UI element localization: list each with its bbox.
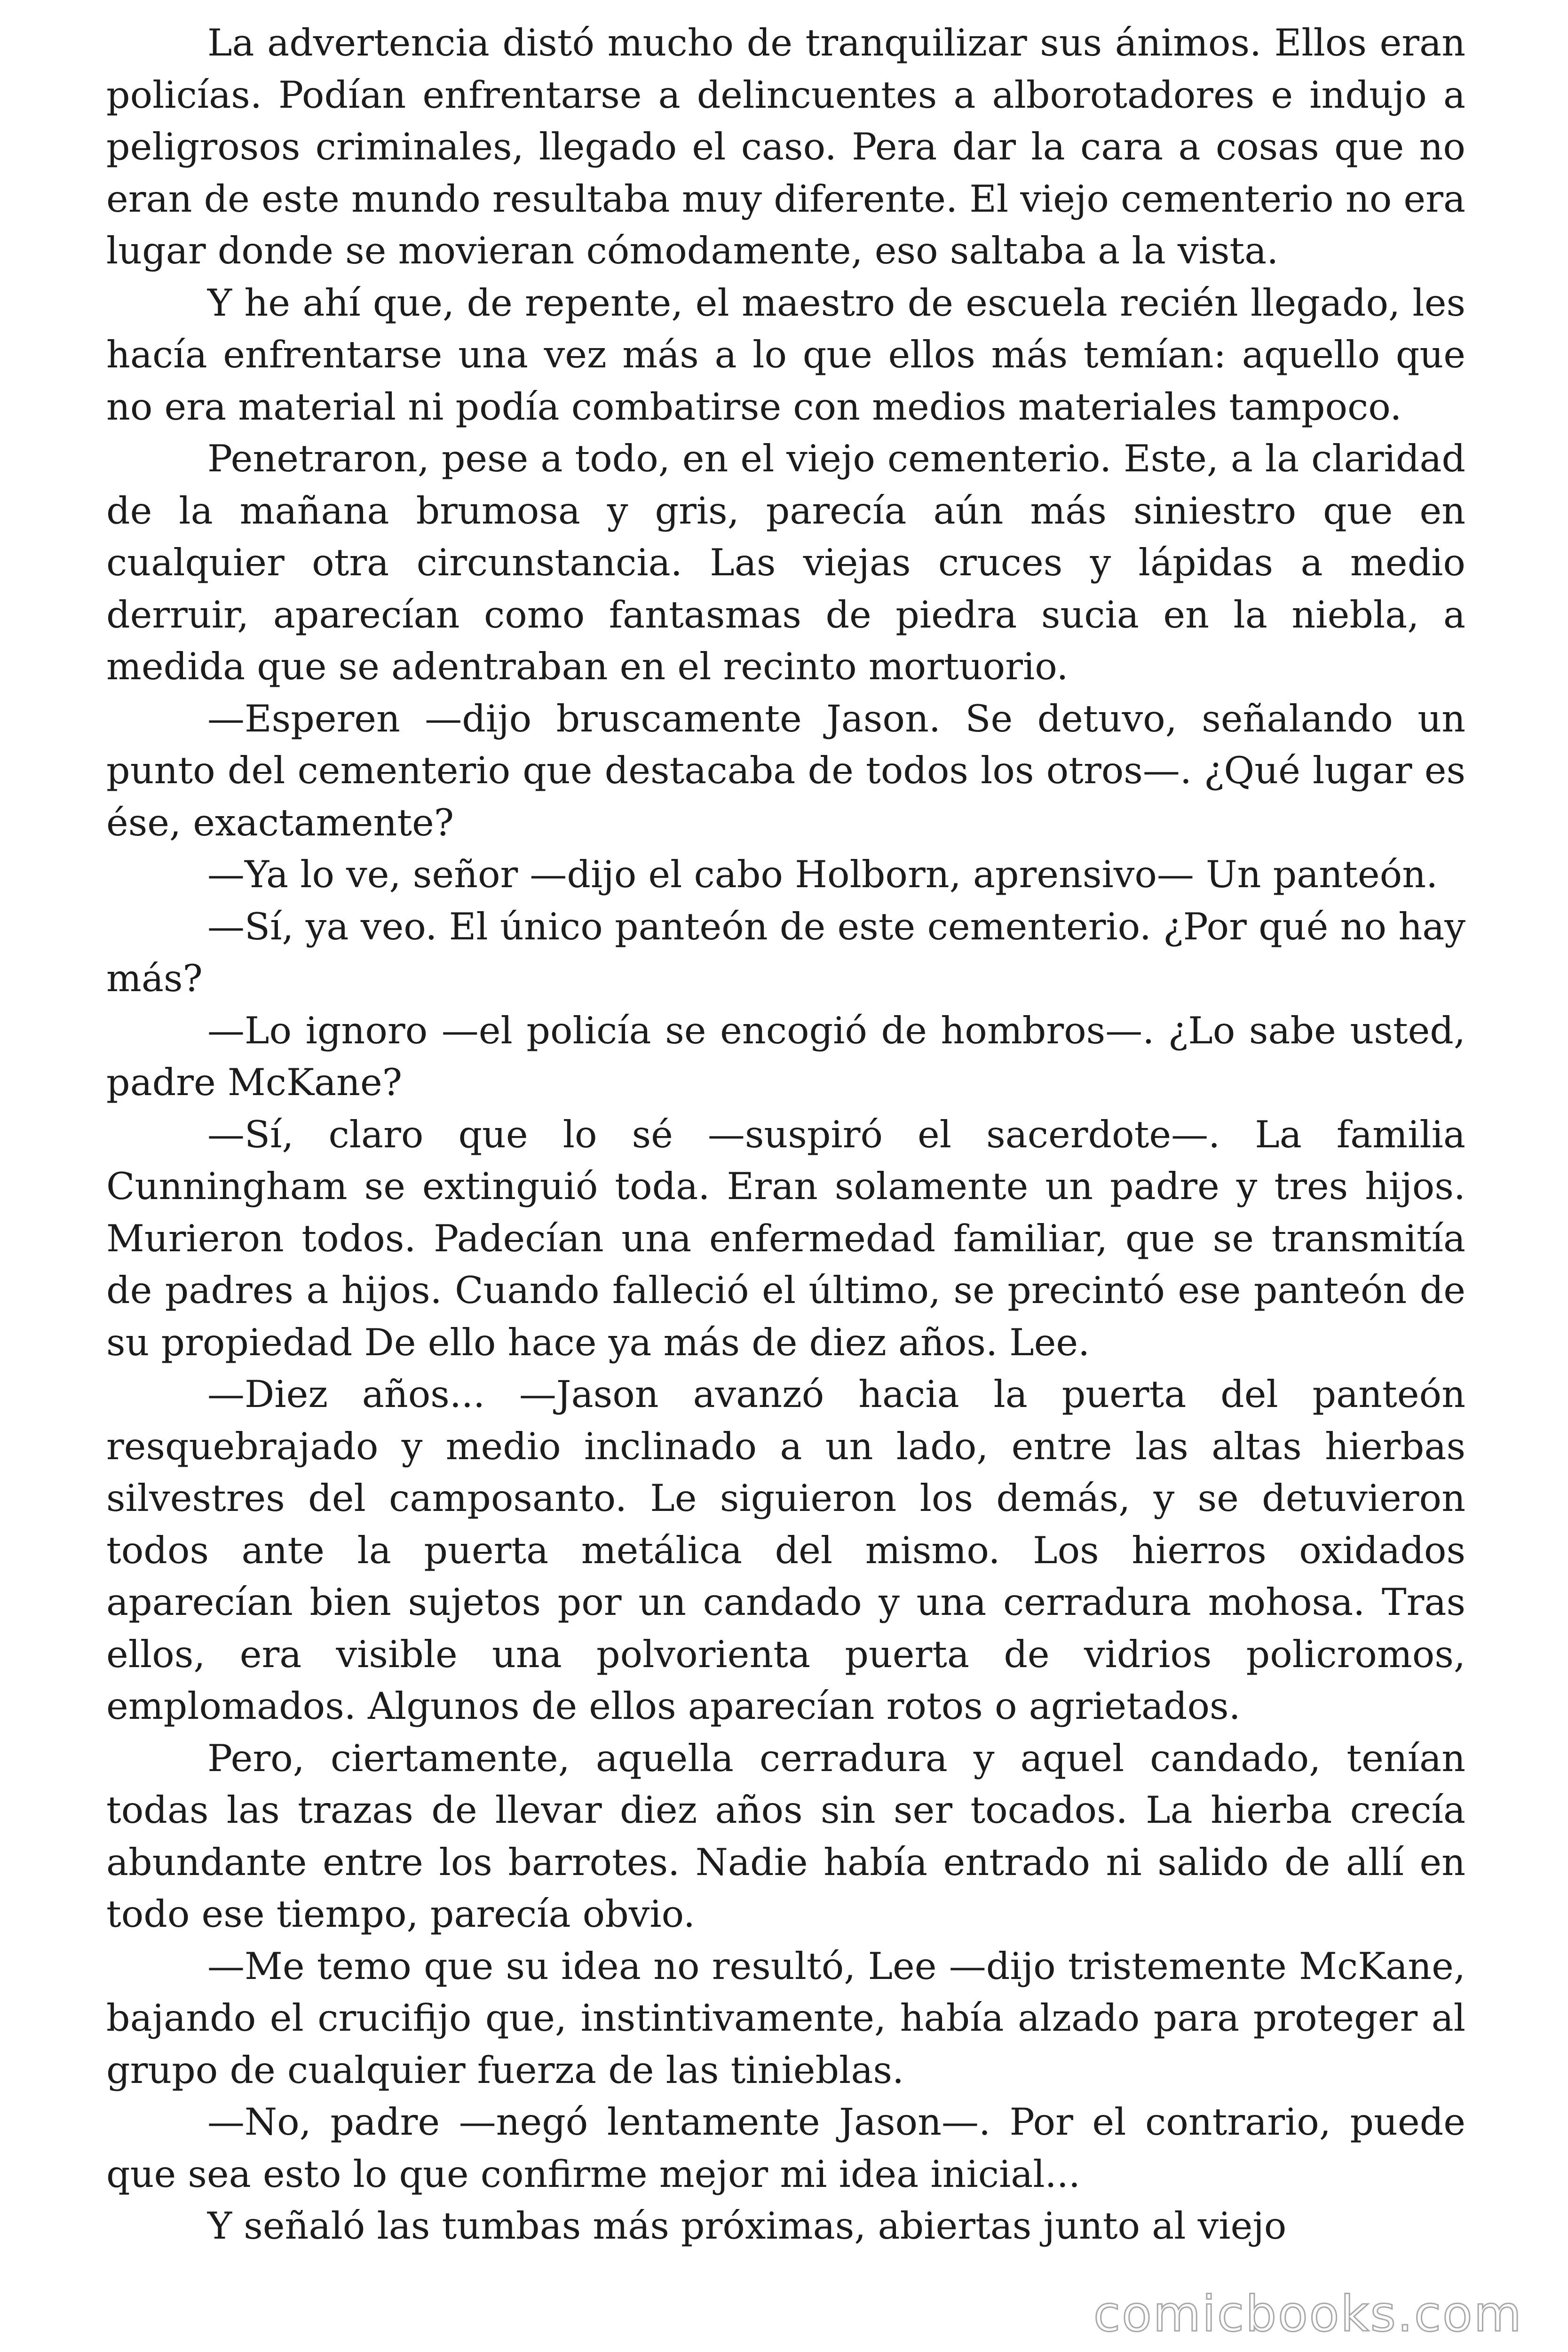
paragraph-4: —Esperen —dijo bruscamente Jason. Se detuvo, señalando un punto del cementerio que destacaba de todos los otros—. ¿Qué lugar es ése, exactamente? — [106, 697, 1465, 844]
paragraph-2: Y he ahí que, de repente, el maestro de escuela recién llegado, les hacía enfrentarse una vez más a lo que ellos más temían: aquello que no era material ni podía combatirse con medios materiales tampoco. — [106, 281, 1465, 429]
paragraph-10: Pero, ciertamente, aquella cerradura y aquel candado, tenían todas las trazas de llevar diez años sin ser tocados. La hierba crecía abundante entre los barrotes. Nadie había entrado ni salido de allí en todo ese tiempo, parecía obvio. — [106, 1736, 1465, 1936]
paragraph-8: —Sí, claro que lo sé —suspiró el sacerdote—. La familia Cunningham se extinguió toda. Eran solamente un padre y tres hijos. Murieron todos. Padecían una enfermedad familiar, que se transmitía de padres a hijos. Cuando falleció el último, se precintó ese panteón de su propiedad De ello hace ya más de diez años. Lee. — [106, 1112, 1465, 1364]
watermark-text: comicbooks.com — [1093, 2285, 1523, 2343]
paragraph-12: —No, padre —negó lentamente Jason—. Por el contrario, puede que sea esto lo que confirme mejor mi idea inicial... — [106, 2100, 1465, 2196]
paragraph-7: —Lo ignoro —el policía se encogió de hombros—. ¿Lo sabe usted, padre McKane? — [106, 1009, 1465, 1104]
paragraph-1: La advertencia distó mucho de tranquilizar sus ánimos. Ellos eran policías. Podían enfrentarse a delincuentes a alborotadores e indujo a peligrosos criminales, llegado el caso. Pera dar la cara a cosas que no eran de este mundo resultaba muy diferente. El viejo cementerio no era lugar donde se movieran cómodamente, eso saltaba a la vista. — [106, 21, 1465, 272]
paragraph-5: —Ya lo ve, señor —dijo el cabo Holborn, aprensivo— Un panteón. — [207, 853, 1438, 896]
paragraph-3: Penetraron, pese a todo, en el viejo cementerio. Este, a la claridad de la mañana brumosa y gris, parecía aún más siniestro que en cualquier otra circunstancia. Las viejas cruces y lápidas a medio derruir, aparecían como fantasmas de piedra sucia en la niebla, a medida que se adentraban en el recinto mortuorio. — [106, 437, 1465, 688]
paragraph-11: —Me temo que su idea no resultó, Lee —dijo tristemente McKane, bajando el crucifijo que, instintivamente, había alzado para proteger al grupo de cualquier fuerza de las tinieblas. — [106, 1944, 1465, 2092]
paragraph-9: —Diez años... —Jason avanzó hacia la puerta del panteón resquebrajado y medio inclinado a un lado, entre las altas hierbas silvestres del camposanto. Le siguieron los demás, y se detuvieron todos ante la puerta metálica del mismo. Los hierros oxidados aparecían bien sujetos por un candado y una cerradura mohosa. Tras ellos, era visible una polvorienta puerta de vidrios policromos, emplomados. Algunos de ellos aparecían rotos o agrietados. — [106, 1373, 1465, 1728]
book-page-text — [106, 17, 1465, 2331]
paragraph-13: Y señaló las tumbas más próximas, abiertas junto al viejo — [207, 2204, 1287, 2248]
paragraph-6: —Sí, ya veo. El único panteón de este cementerio. ¿Por qué no hay más? — [106, 905, 1465, 1000]
